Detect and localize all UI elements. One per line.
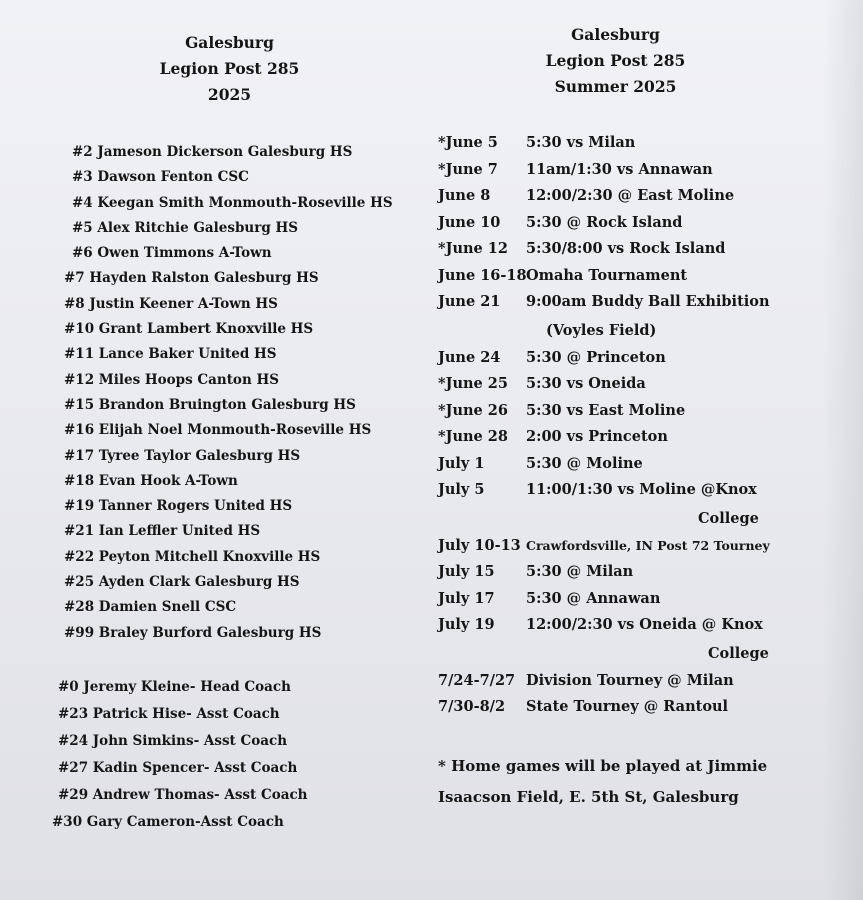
player-row: #6 Owen Timmons A-Town bbox=[72, 245, 272, 262]
roster-title-line-2: Legion Post 285 bbox=[159, 59, 300, 78]
schedule-row bbox=[438, 451, 838, 478]
player-row: #5 Alex Ritchie Galesburg HS bbox=[72, 219, 298, 236]
home-games-note: * Home games will be played at Jimmie Isaacson Field, E. 5th St, Galesburg bbox=[438, 756, 768, 806]
game-date: *June 26 bbox=[438, 401, 508, 419]
player-row: #12 Miles Hoops Canton HS bbox=[64, 371, 279, 388]
roster-column bbox=[52, 30, 422, 836]
coach-row: #27 Kadin Spencer- Asst Coach bbox=[58, 759, 298, 776]
game-date: July 10-13 bbox=[438, 536, 521, 554]
player-row: #4 Keegan Smith Monmouth-Roseville HS bbox=[72, 194, 393, 211]
game-date: June 10 bbox=[438, 213, 501, 231]
game-detail: 5:30 vs Milan bbox=[526, 134, 636, 151]
schedule-row bbox=[438, 559, 838, 586]
schedule-row bbox=[438, 130, 838, 157]
game-date: 7/24-7/27 bbox=[438, 671, 516, 689]
coach-row: #30 Gary Cameron-Asst Coach bbox=[52, 813, 284, 830]
game-date: *June 28 bbox=[438, 428, 508, 445]
game-date: July 1 bbox=[438, 454, 485, 472]
coach-row: #0 Jeremy Kleine- Head Coach bbox=[58, 678, 291, 695]
game-date: June 8 bbox=[438, 187, 491, 204]
schedule-continuation: College bbox=[698, 509, 759, 527]
schedule-row bbox=[438, 210, 838, 237]
game-date: July 19 bbox=[438, 616, 495, 633]
schedule-row bbox=[438, 694, 838, 721]
coach-row: #29 Andrew Thomas- Asst Coach bbox=[58, 786, 308, 803]
coach-row: #23 Patrick Hise- Asst Coach bbox=[58, 705, 280, 722]
player-row: #16 Elijah Noel Monmouth-Roseville HS bbox=[64, 422, 372, 439]
roster-title-line-3: 2025 bbox=[207, 85, 252, 104]
schedule-title-line-3: Summer 2025 bbox=[554, 77, 677, 96]
player-row: #99 Braley Burford Galesburg HS bbox=[64, 624, 322, 641]
game-date: *June 25 bbox=[438, 375, 508, 392]
schedule-row bbox=[438, 289, 838, 316]
game-detail: 11am/1:30 vs Annawan bbox=[526, 160, 713, 178]
game-detail: 5:30 @ Annawan bbox=[526, 589, 661, 607]
game-detail: 5:30 vs Oneida bbox=[526, 375, 646, 392]
game-date: July 17 bbox=[438, 589, 495, 607]
game-date: July 15 bbox=[438, 563, 495, 580]
game-detail: 5:30 @ Princeton bbox=[526, 348, 666, 366]
schedule-title-line-2: Legion Post 285 bbox=[545, 51, 686, 70]
schedule-row bbox=[438, 236, 838, 263]
schedule-row bbox=[438, 371, 838, 398]
game-date: *June 7 bbox=[438, 160, 498, 178]
game-detail: 5:30 vs East Moline bbox=[526, 401, 686, 419]
game-detail: 11:00/1:30 vs Moline @Knox bbox=[526, 481, 757, 498]
game-detail: State Tourney @ Rantoul bbox=[526, 698, 729, 715]
schedule-row bbox=[438, 586, 838, 613]
coach-list bbox=[52, 674, 422, 836]
player-row: #10 Grant Lambert Knoxville HS bbox=[64, 321, 314, 338]
game-detail: Crawfordsville, IN Post 72 Tourney bbox=[526, 537, 770, 553]
schedule-row bbox=[438, 157, 838, 184]
roster-header bbox=[52, 30, 407, 108]
player-row: #19 Tanner Rogers United HS bbox=[64, 498, 293, 515]
player-row: #25 Ayden Clark Galesburg HS bbox=[64, 574, 300, 591]
player-row: #11 Lance Baker United HS bbox=[64, 346, 277, 363]
player-row: #8 Justin Keener A-Town HS bbox=[64, 295, 278, 312]
player-row: #22 Peyton Mitchell Knoxville HS bbox=[64, 548, 321, 565]
schedule-row bbox=[438, 668, 838, 695]
player-list bbox=[52, 140, 422, 646]
game-date: July 5 bbox=[438, 481, 485, 498]
game-date: June 16-18 bbox=[438, 266, 527, 284]
schedule-row bbox=[438, 612, 838, 639]
game-detail: Omaha Tournament bbox=[526, 266, 688, 284]
player-row: #17 Tyree Taylor Galesburg HS bbox=[64, 447, 301, 464]
schedule-row bbox=[438, 424, 838, 451]
game-detail: 12:00/2:30 @ East Moline bbox=[526, 187, 735, 204]
player-row: #2 Jameson Dickerson Galesburg HS bbox=[72, 144, 353, 160]
game-detail: 5:30 @ Milan bbox=[526, 563, 634, 580]
game-detail: 9:00am Buddy Ball Exhibition bbox=[526, 293, 770, 310]
schedule-continuation: College bbox=[708, 644, 769, 662]
player-row: #18 Evan Hook A-Town bbox=[64, 472, 238, 489]
roster-title-line-1: Galesburg bbox=[185, 33, 274, 52]
game-detail: Division Tourney @ Milan bbox=[526, 671, 734, 689]
game-date: June 24 bbox=[438, 348, 501, 366]
game-schedule bbox=[438, 130, 838, 721]
player-row: #15 Brandon Bruington Galesburg HS bbox=[64, 396, 356, 413]
game-date: *June 5 bbox=[438, 134, 498, 151]
schedule-row bbox=[438, 477, 838, 504]
schedule-header bbox=[438, 22, 793, 100]
player-row: #21 Ian Leffler United HS bbox=[64, 523, 261, 540]
schedule-title-line-1: Galesburg bbox=[571, 25, 660, 44]
game-detail: 5:30 @ Rock Island bbox=[526, 213, 683, 231]
game-date: 7/30-8/2 bbox=[438, 698, 506, 715]
game-detail: 5:30/8:00 vs Rock Island bbox=[526, 240, 726, 257]
game-date: June 21 bbox=[438, 293, 501, 310]
game-detail: 5:30 @ Moline bbox=[526, 454, 643, 472]
schedule-row bbox=[438, 183, 838, 210]
coach-row: #24 John Simkins- Asst Coach bbox=[58, 732, 288, 749]
game-detail: 12:00/2:30 vs Oneida @ Knox bbox=[526, 616, 763, 633]
schedule-row bbox=[438, 398, 838, 425]
schedule-continuation: (Voyles Field) bbox=[546, 321, 657, 339]
player-row: #28 Damien Snell CSC bbox=[64, 599, 237, 616]
player-row: #3 Dawson Fenton CSC bbox=[72, 169, 249, 186]
game-date: *June 12 bbox=[438, 240, 508, 257]
schedule-column bbox=[438, 22, 838, 813]
schedule-row bbox=[438, 533, 838, 560]
game-detail: 2:00 vs Princeton bbox=[526, 428, 668, 445]
schedule-row bbox=[438, 345, 838, 372]
schedule-row bbox=[438, 263, 838, 290]
player-row: #7 Hayden Ralston Galesburg HS bbox=[64, 270, 319, 287]
